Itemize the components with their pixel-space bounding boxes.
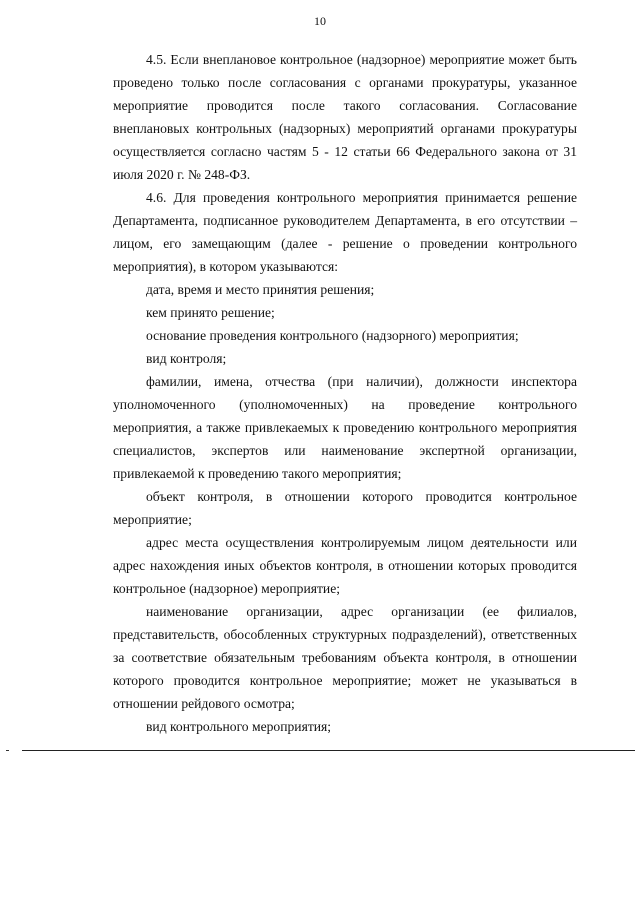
paragraph-4-6: 4.6. Для проведения контрольного мероприятия принимается решение Департамента, подписанное руководителем Департамента, в его отсутствии – лицом, его замещающим (далее - решение о проведении контрольного мероприятия), в котором указываются:: [113, 190, 577, 274]
bottom-divider: [22, 750, 635, 751]
list-item-date-time-place: дата, время и место принятия решения;: [146, 282, 375, 297]
page-number: 10: [314, 14, 326, 28]
list-item-event-type: вид контрольного мероприятия;: [146, 719, 332, 734]
list-item-control-type: вид контроля;: [146, 351, 227, 366]
list-item-organization: наименование организации, адрес организации (ее филиалов, представительств, обособленных структурных подразделений), ответственных за соответствие обязательным требованиям объекта контроля, в отношении которого проводится контрольное мероприятие; может не указываться в отношении рейдового осмотра;: [113, 604, 577, 711]
list-item-control-object: объект контроля, в отношении которого проводится контрольное мероприятие;: [113, 489, 577, 527]
document-body: [113, 48, 577, 738]
list-item-address: адрес места осуществления контролируемым лицом деятельности или адрес нахождения иных объектов контроля, в отношении которых проводится контрольное (надзорное) мероприятие;: [113, 535, 577, 596]
list-item-grounds: основание проведения контрольного (надзорного) мероприятия;: [146, 328, 519, 343]
list-item-who-decided: кем принято решение;: [146, 305, 275, 320]
list-item-inspectors: фамилии, имена, отчества (при наличии), должности инспектора уполномоченного (уполномоченных) на проведение контрольного мероприятия, а также привлекаемых к проведению контрольного мероприятия специалистов, экспертов или наименование экспертной организации, привлекаемой к проведению такого мероприятия;: [113, 374, 577, 481]
margin-mark: [6, 750, 9, 751]
paragraph-4-5: 4.5. Если внеплановое контрольное (надзорное) мероприятие может быть проведено только после согласования с органами прокуратуры, указанное мероприятие проводится после такого согласования. Согласование внеплановых контрольных (надзорных) мероприятий органами прокуратуры осуществляется согласно частям 5 - 12 статьи 66 Федерального закона от 31 июля 2020 г. № 248-ФЗ.: [113, 52, 577, 182]
